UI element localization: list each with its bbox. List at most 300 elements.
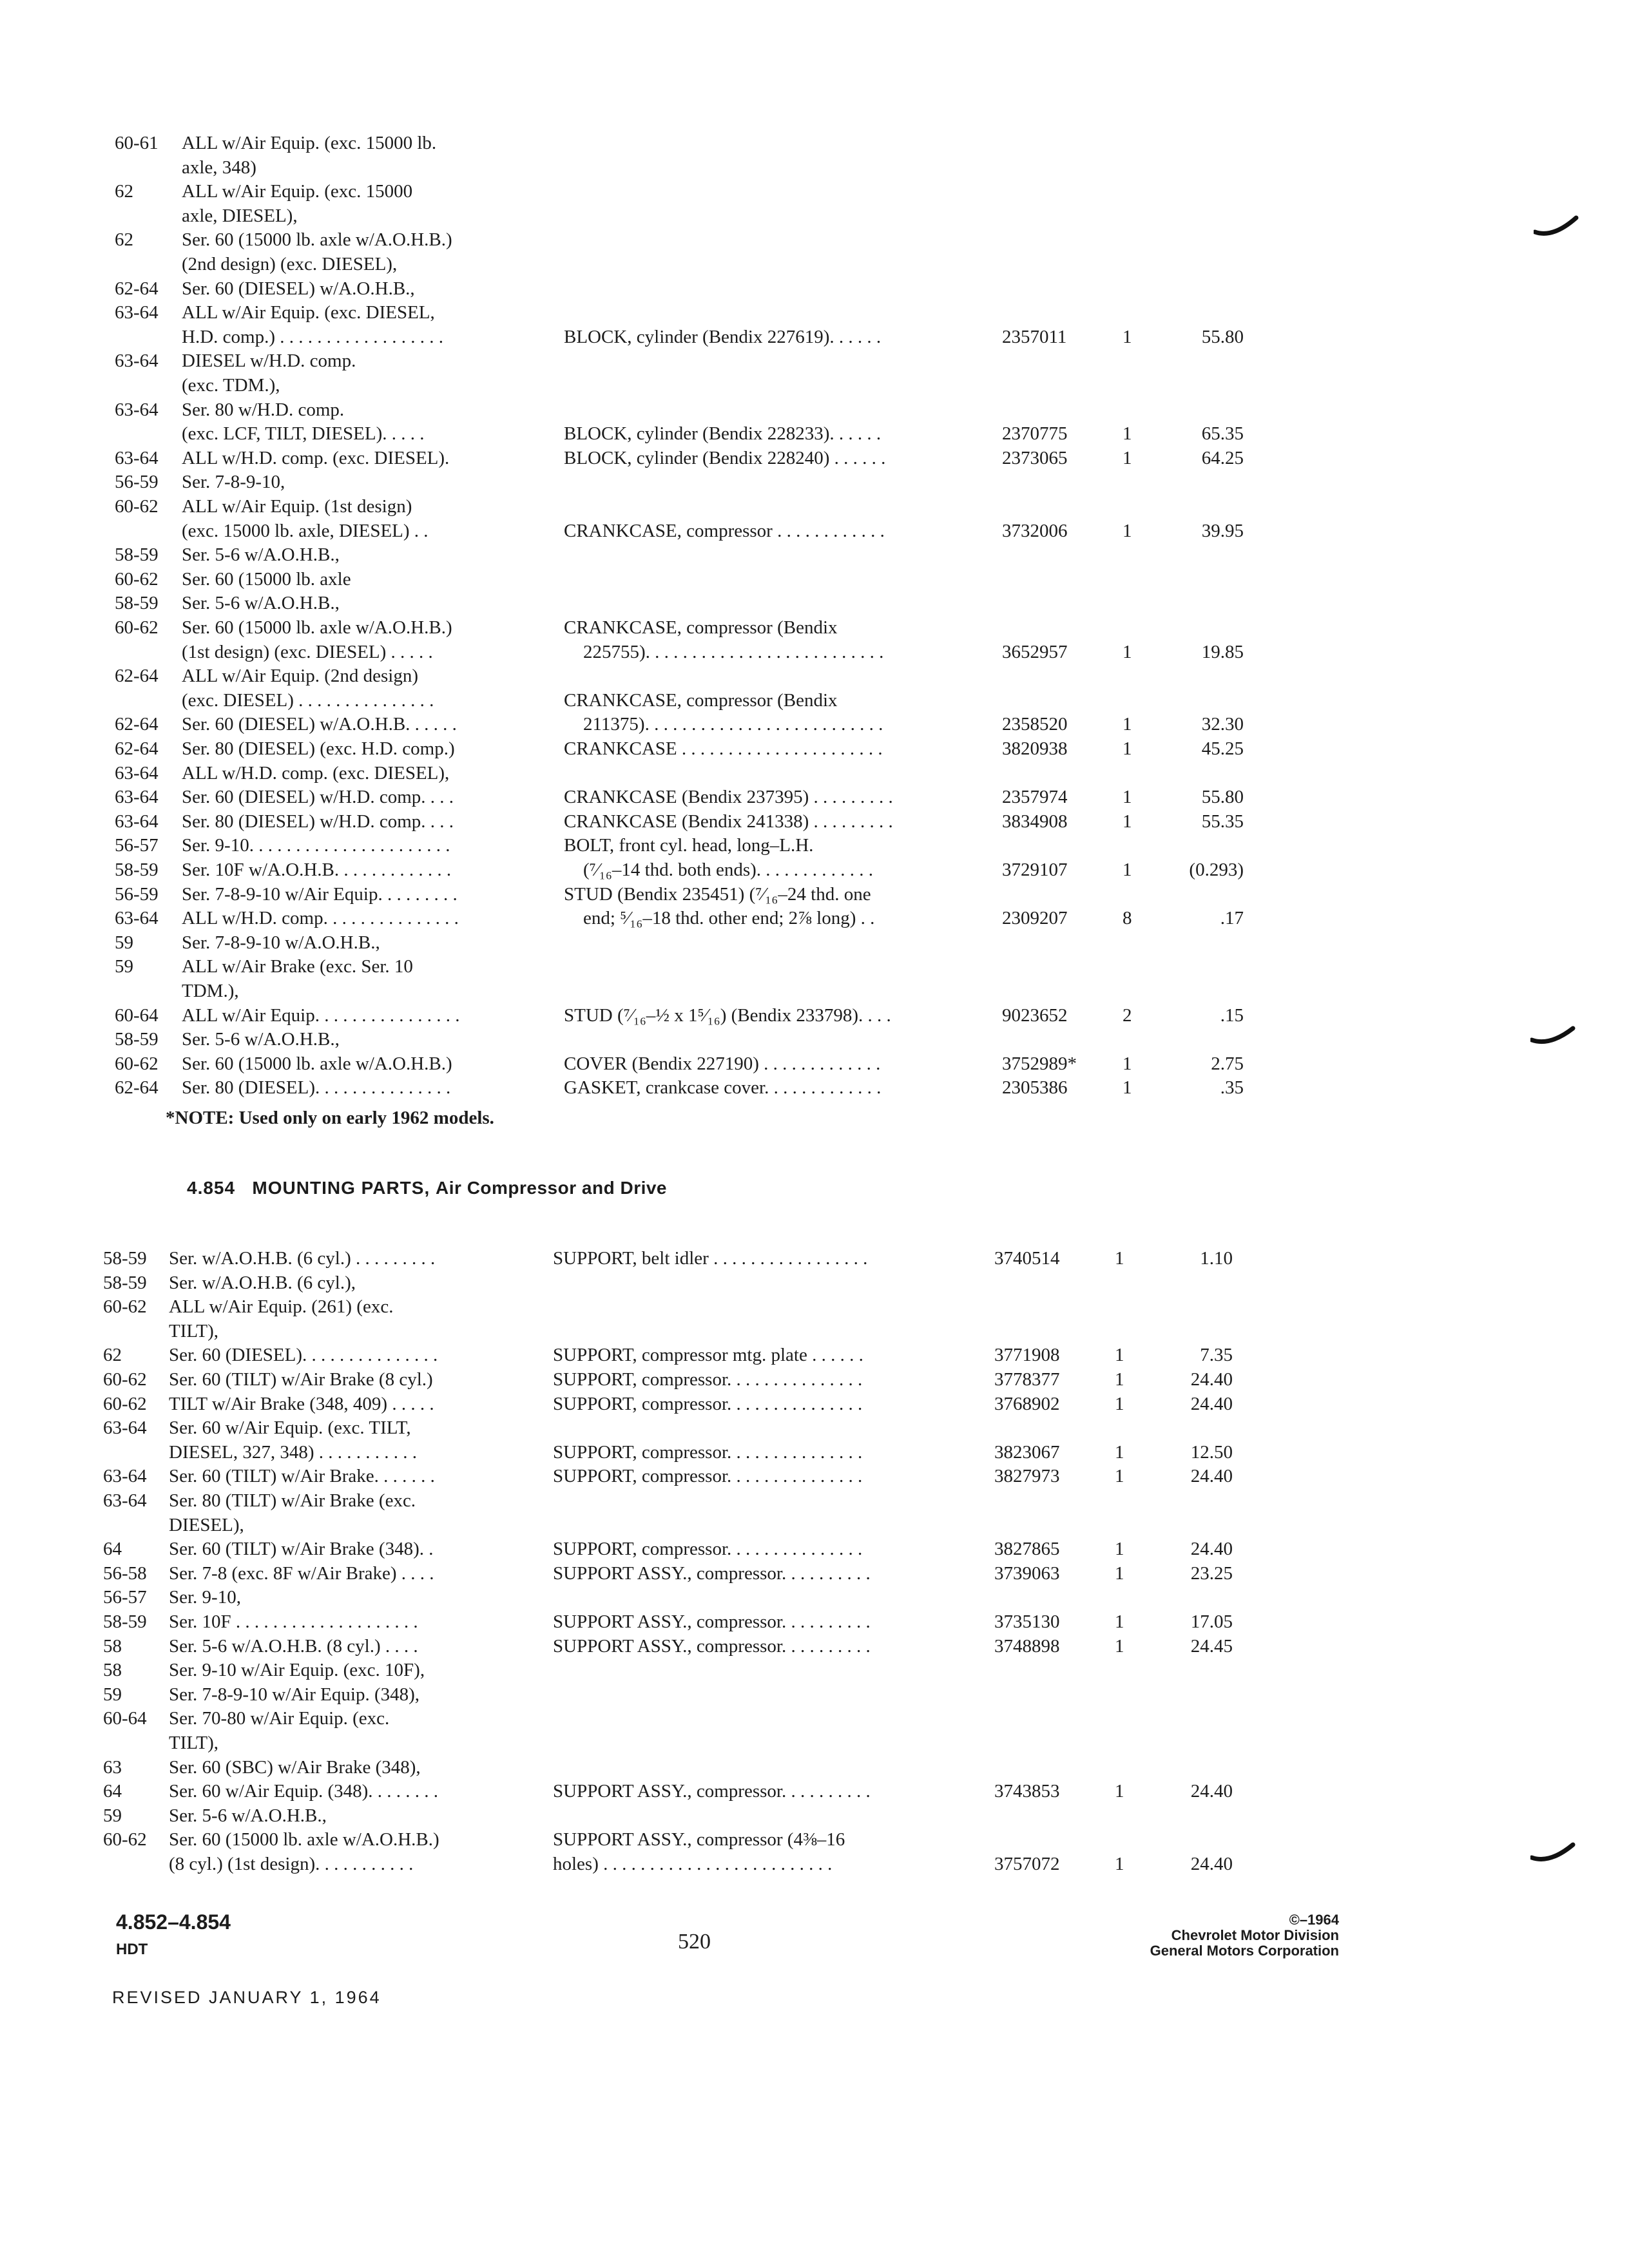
row-description: 211375). . . . . . . . . . . . . . . . . . . . . . . . . . [583, 714, 883, 735]
table-row [0, 1489, 1629, 1515]
row-year: 60-62 [103, 1296, 147, 1318]
row-part-number: 2370775 [1002, 423, 1068, 445]
row-application: Ser. 60 (TILT) w/Air Brake (8 cyl.) [169, 1369, 433, 1390]
row-description: CRANKCASE, compressor (Bendix [564, 689, 838, 711]
row-quantity: 1 [1115, 1562, 1124, 1584]
table-row [0, 907, 1629, 932]
row-price: 2.75 [1211, 1053, 1244, 1074]
row-year: 60-64 [103, 1708, 147, 1729]
row-year: 59 [103, 1805, 122, 1826]
row-description: BLOCK, cylinder (Bendix 228233). . . . . . [564, 423, 882, 445]
table-row [0, 204, 1629, 230]
row-quantity: 1 [1115, 1611, 1124, 1632]
row-part-number: 3739063 [994, 1562, 1060, 1584]
row-year: 58-59 [115, 860, 159, 880]
row-price: 65.35 [1201, 423, 1244, 445]
row-part-number: 3743853 [994, 1781, 1060, 1802]
table-row [0, 447, 1629, 472]
row-description: holes) . . . . . . . . . . . . . . . . . . . . . . . . . [553, 1854, 833, 1874]
table-row [0, 1247, 1629, 1273]
row-year: 62-64 [115, 1077, 159, 1099]
row-year: 63-64 [115, 908, 159, 929]
row-description: STUD (⁷⁄₁₆–½ x 1⁵⁄₁₆) (Bendix 233798). . . . [564, 1004, 891, 1026]
row-year: 60-62 [103, 1369, 147, 1390]
row-description: CRANKCASE, compressor (Bendix [564, 617, 838, 638]
row-application: Ser. 80 w/H.D. comp. [182, 399, 345, 420]
row-year: 56-59 [115, 883, 159, 905]
table-row [0, 1780, 1629, 1805]
table-row [0, 883, 1629, 908]
row-part-number: 3652957 [1002, 641, 1068, 662]
row-part-number: 3827973 [994, 1466, 1060, 1487]
row-description: end; ⁵⁄₁₆–18 thd. other end; 2⅞ long) . . [583, 908, 875, 929]
row-quantity: 1 [1123, 326, 1132, 347]
row-part-number: 3771908 [994, 1345, 1060, 1366]
row-year: 60-62 [115, 1053, 159, 1074]
table-row [0, 1804, 1629, 1830]
row-application: (2nd design) (exc. DIESEL), [182, 254, 398, 274]
table-row [0, 1295, 1629, 1321]
row-price: 17.05 [1190, 1611, 1233, 1632]
section-title: MOUNTING PARTS, [252, 1178, 430, 1198]
row-price: 24.40 [1190, 1854, 1233, 1874]
row-price: 19.85 [1201, 641, 1244, 662]
row-application: Ser. 10F w/A.O.H.B. . . . . . . . . . . . . [182, 860, 452, 880]
table-row [0, 253, 1629, 278]
row-year: 63-64 [115, 811, 159, 832]
row-year: 62-64 [115, 278, 159, 299]
row-application: axle, DIESEL), [182, 205, 298, 226]
row-part-number: 9023652 [1002, 1004, 1068, 1026]
row-application: ALL w/Air Brake (exc. Ser. 10 [182, 956, 413, 977]
row-year: 62 [115, 229, 133, 251]
row-description: SUPPORT, compressor. . . . . . . . . . . . . . . [553, 1441, 863, 1463]
row-year: 60-62 [115, 617, 159, 638]
row-price: 24.45 [1190, 1635, 1233, 1657]
row-application: Ser. 60 w/Air Equip. (exc. TILT, [169, 1418, 411, 1439]
row-quantity: 1 [1115, 1781, 1124, 1802]
row-application: axle, 348) [182, 157, 256, 178]
table-row [0, 664, 1629, 690]
row-price: .17 [1220, 908, 1244, 929]
table-row [0, 1076, 1629, 1102]
table-row [0, 301, 1629, 327]
table-row [0, 1683, 1629, 1709]
row-application: (exc. LCF, TILT, DIESEL). . . . . [182, 423, 425, 445]
row-application: Ser. 60 (DIESEL) w/A.O.H.B., [182, 278, 415, 299]
row-year: 56-57 [103, 1587, 147, 1608]
row-description: BLOCK, cylinder (Bendix 227619). . . . . . [564, 326, 882, 347]
table-row [0, 495, 1629, 521]
row-year: 59 [115, 932, 133, 953]
row-year: 64 [103, 1781, 122, 1802]
row-description: STUD (Bendix 235451) (⁷⁄₁₆–24 thd. one [564, 883, 871, 905]
row-year: 60-62 [103, 1829, 147, 1850]
table-row [0, 810, 1629, 836]
row-price: 24.40 [1190, 1369, 1233, 1390]
table-row [0, 1052, 1629, 1078]
row-application: ALL w/Air Equip. (2nd design) [182, 666, 419, 687]
table-row [0, 1441, 1629, 1466]
row-application: H.D. comp.) . . . . . . . . . . . . . . . . . . [182, 326, 443, 347]
row-application: Ser. 80 (DIESEL) (exc. H.D. comp.) [182, 738, 455, 759]
row-year: 63 [103, 1756, 122, 1778]
row-part-number: 3823067 [994, 1441, 1060, 1463]
row-price: 7.35 [1200, 1345, 1233, 1366]
row-quantity: 1 [1115, 1635, 1124, 1657]
table-row [0, 858, 1629, 884]
table-row [0, 568, 1629, 593]
row-price: 24.40 [1190, 1466, 1233, 1487]
row-quantity: 1 [1115, 1248, 1124, 1269]
row-application: ALL w/H.D. comp. (exc. DIESEL). [182, 447, 450, 468]
copyright-block [1150, 1912, 1339, 1959]
row-application: Ser. 7-8-9-10, [182, 472, 285, 493]
row-application: (exc. 15000 lb. axle, DIESEL) . . [182, 520, 429, 541]
row-year: 62 [115, 181, 133, 202]
row-part-number: 3752989* [1002, 1053, 1077, 1074]
table-row [0, 834, 1629, 860]
row-part-number: 3735130 [994, 1611, 1060, 1632]
row-year: 58 [103, 1660, 122, 1681]
row-year: 59 [103, 1684, 122, 1705]
page-number: 520 [678, 1930, 711, 1954]
row-quantity: 1 [1123, 641, 1132, 662]
row-description: CRANKCASE (Bendix 237395) . . . . . . . . . [564, 787, 893, 808]
row-year: 58-59 [115, 1029, 159, 1050]
row-price: 12.50 [1190, 1441, 1233, 1463]
row-price: 24.40 [1190, 1781, 1233, 1802]
row-application: Ser. 60 (15000 lb. axle w/A.O.H.B.) [169, 1829, 439, 1850]
row-year: 58-59 [115, 593, 159, 614]
row-quantity: 1 [1123, 714, 1132, 735]
row-year: 60-62 [115, 496, 159, 517]
table-row [0, 1368, 1629, 1394]
row-part-number: 3768902 [994, 1393, 1060, 1414]
row-part-number: 2309207 [1002, 908, 1068, 929]
row-part-number: 3740514 [994, 1248, 1060, 1269]
row-application: (8 cyl.) (1st design). . . . . . . . . . . [169, 1854, 414, 1874]
table-row [0, 955, 1629, 981]
table-row [0, 979, 1629, 1005]
row-year: 63-64 [115, 447, 159, 468]
table-row [0, 1320, 1629, 1345]
row-application: Ser. 60 (TILT) w/Air Brake (348). . [169, 1539, 434, 1560]
row-quantity: 1 [1123, 738, 1132, 759]
row-year: 58-59 [115, 544, 159, 566]
row-description: BOLT, front cyl. head, long–L.H. [564, 835, 814, 856]
copyright-year: ©–1964 [1289, 1912, 1339, 1928]
row-year: 58-59 [103, 1611, 147, 1632]
table-row [0, 1756, 1629, 1782]
row-application: Ser. 7-8-9-10 w/Air Equip. . . . . . . . . [182, 883, 458, 905]
row-quantity: 1 [1123, 811, 1132, 832]
row-description: GASKET, crankcase cover. . . . . . . . . . . . . [564, 1077, 882, 1099]
row-application: Ser. 70-80 w/Air Equip. (exc. [169, 1708, 390, 1729]
row-description: SUPPORT ASSY., compressor (4⅜–16 [553, 1829, 845, 1850]
row-part-number: 3757072 [994, 1854, 1060, 1874]
row-application: Ser. 5-6 w/A.O.H.B., [182, 1029, 340, 1050]
row-description: SUPPORT ASSY., compressor. . . . . . . . . . [553, 1781, 871, 1802]
row-application: (exc. DIESEL) . . . . . . . . . . . . . . . [182, 689, 434, 711]
row-part-number: 2357011 [1002, 326, 1067, 347]
row-year: 60-62 [115, 568, 159, 590]
row-quantity: 1 [1115, 1369, 1124, 1390]
row-year: 60-62 [103, 1393, 147, 1414]
row-application: ALL w/Air Equip. (261) (exc. [169, 1296, 394, 1318]
row-description: SUPPORT, compressor. . . . . . . . . . . . . . . [553, 1393, 863, 1414]
table-row [0, 591, 1629, 617]
table-row [0, 762, 1629, 787]
row-application: Ser. 60 (DIESEL). . . . . . . . . . . . . . . [169, 1345, 438, 1366]
row-price: 55.35 [1201, 811, 1244, 832]
table-row [0, 349, 1629, 375]
row-year: 63-64 [103, 1466, 147, 1487]
row-price: (0.293) [1189, 860, 1244, 880]
row-year: 59 [115, 956, 133, 977]
binder-hole-mark-icon [1530, 1840, 1576, 1865]
row-application: Ser. 60 (15000 lb. axle [182, 568, 351, 590]
row-application: Ser. 80 (DIESEL) w/H.D. comp. . . . [182, 811, 454, 832]
row-part-number: 3778377 [994, 1369, 1060, 1390]
row-application: (exc. TDM.), [182, 375, 280, 396]
row-application: ALL w/Air Equip. (1st design) [182, 496, 412, 517]
row-year: 63-64 [115, 351, 159, 372]
row-part-number: 2373065 [1002, 447, 1068, 468]
section-number: 4.854 [187, 1178, 236, 1198]
table-row [0, 737, 1629, 763]
row-price: 55.80 [1201, 326, 1244, 347]
row-application: Ser. 60 (DIESEL) w/H.D. comp. . . . [182, 787, 454, 808]
table-row [0, 1610, 1629, 1636]
row-application: TDM.), [182, 981, 239, 1001]
table-row [0, 422, 1629, 448]
row-application: DIESEL), [169, 1514, 244, 1535]
row-price: 24.40 [1190, 1393, 1233, 1414]
row-application: Ser. 60 (TILT) w/Air Brake. . . . . . . [169, 1466, 435, 1487]
row-quantity: 1 [1123, 787, 1132, 808]
row-price: 45.25 [1201, 738, 1244, 759]
row-application: ALL w/Air Equip. (exc. DIESEL, [182, 302, 435, 323]
section-subtitle: Air Compressor and Drive [436, 1178, 668, 1198]
row-description: SUPPORT ASSY., compressor. . . . . . . . . . [553, 1635, 871, 1657]
row-application: Ser. 9-10, [169, 1587, 241, 1608]
row-year: 63-64 [103, 1418, 147, 1439]
section-heading [187, 1178, 667, 1198]
row-price: .15 [1220, 1004, 1244, 1026]
row-year: 63-64 [115, 302, 159, 323]
row-year: 62-64 [115, 714, 159, 735]
row-description: SUPPORT ASSY., compressor. . . . . . . . . . [553, 1562, 871, 1584]
row-quantity: 2 [1123, 1004, 1132, 1026]
row-application: ALL w/H.D. comp. (exc. DIESEL), [182, 762, 450, 783]
row-year: 62-64 [115, 738, 159, 759]
row-description: (⁷⁄₁₆–14 thd. both ends). . . . . . . . . . . . . [583, 860, 874, 880]
row-application: (1st design) (exc. DIESEL) . . . . . [182, 641, 433, 662]
table-row [0, 398, 1629, 424]
table-row [0, 1271, 1629, 1297]
table-row [0, 1537, 1629, 1563]
row-application: ALL w/Air Equip. (exc. 15000 lb. [182, 133, 437, 153]
row-application: Ser. 80 (DIESEL). . . . . . . . . . . . . . . [182, 1077, 451, 1099]
table-row [0, 1658, 1629, 1684]
row-application: Ser. 7-8 (exc. 8F w/Air Brake) . . . . [169, 1562, 434, 1584]
copyright-division: Chevrolet Motor Division [1171, 1927, 1339, 1943]
row-application: Ser. 7-8-9-10 w/Air Equip. (348), [169, 1684, 420, 1705]
row-application: Ser. w/A.O.H.B. (6 cyl.), [169, 1272, 356, 1293]
revision-date: REVISED JANUARY 1, 1964 [112, 1988, 381, 2007]
row-description: SUPPORT, compressor. . . . . . . . . . . . . . . [553, 1369, 863, 1390]
row-application: Ser. 5-6 w/A.O.H.B., [182, 544, 340, 566]
table-row [0, 1731, 1629, 1757]
row-quantity: 1 [1115, 1854, 1124, 1874]
row-quantity: 1 [1123, 520, 1132, 541]
row-quantity: 1 [1115, 1345, 1124, 1366]
row-application: Ser. 60 (SBC) w/Air Brake (348), [169, 1756, 421, 1778]
table-row [0, 470, 1629, 496]
row-year: 62 [103, 1345, 122, 1366]
row-year: 64 [103, 1539, 122, 1560]
row-application: Ser. 60 (15000 lb. axle w/A.O.H.B.) [182, 1053, 452, 1074]
table-row [0, 785, 1629, 811]
row-year: 56-59 [115, 472, 159, 493]
table-row [0, 1392, 1629, 1418]
row-description: SUPPORT ASSY., compressor. . . . . . . . . . [553, 1611, 871, 1632]
row-year: 60-64 [115, 1004, 159, 1026]
row-application: Ser. w/A.O.H.B. (6 cyl.) . . . . . . . . . [169, 1248, 436, 1269]
row-description: SUPPORT, belt idler . . . . . . . . . . . . . . . . . [553, 1248, 868, 1269]
table-row [0, 1635, 1629, 1660]
row-year: 63-64 [115, 762, 159, 783]
row-price: 55.80 [1201, 787, 1244, 808]
row-price: 39.95 [1201, 520, 1244, 541]
row-quantity: 1 [1123, 423, 1132, 445]
row-part-number: 2357974 [1002, 787, 1068, 808]
row-application: Ser. 60 (15000 lb. axle w/A.O.H.B.) [182, 617, 452, 638]
row-price: .35 [1220, 1077, 1244, 1099]
row-part-number: 3827865 [994, 1539, 1060, 1560]
row-application: Ser. 5-6 w/A.O.H.B., [169, 1805, 327, 1826]
row-quantity: 1 [1123, 860, 1132, 880]
row-application: Ser. 9-10 w/Air Equip. (exc. 10F), [169, 1660, 425, 1681]
row-application: ALL w/Air Equip. (exc. 15000 [182, 181, 413, 202]
row-year: 63-64 [115, 399, 159, 420]
row-part-number: 3748898 [994, 1635, 1060, 1657]
row-application: ALL w/Air Equip. . . . . . . . . . . . . . . . [182, 1004, 460, 1026]
row-price: 1.10 [1200, 1248, 1233, 1269]
row-description: 225755). . . . . . . . . . . . . . . . . . . . . . . . . . [583, 641, 884, 662]
footer-manual-code: HDT [116, 1941, 148, 1958]
copyright-corporation: General Motors Corporation [1150, 1943, 1339, 1959]
footnote: *NOTE: Used only on early 1962 models. [166, 1108, 494, 1128]
row-description: CRANKCASE . . . . . . . . . . . . . . . . . . . . . . [564, 738, 883, 759]
table-row [0, 180, 1629, 206]
row-year: 58-59 [103, 1272, 147, 1293]
row-application: Ser. 5-6 w/A.O.H.B., [182, 593, 340, 614]
row-year: 56-57 [115, 835, 159, 856]
row-part-number: 3732006 [1002, 520, 1068, 541]
row-description: CRANKCASE, compressor . . . . . . . . . . . . [564, 520, 885, 541]
row-quantity: 1 [1115, 1441, 1124, 1463]
footer-section-range: 4.852–4.854 [116, 1910, 231, 1934]
row-application: TILT w/Air Brake (348, 409) . . . . . [169, 1393, 434, 1414]
table-row [0, 1465, 1629, 1490]
binder-hole-mark-icon [1530, 1024, 1576, 1050]
row-year: 60-61 [115, 133, 159, 153]
row-application: Ser. 60 (DIESEL) w/A.O.H.B. . . . . . [182, 714, 457, 735]
table-row [0, 1586, 1629, 1611]
row-description: COVER (Bendix 227190) . . . . . . . . . . . . . [564, 1053, 881, 1074]
table-row [0, 374, 1629, 399]
row-quantity: 1 [1123, 447, 1132, 468]
row-quantity: 8 [1123, 908, 1132, 929]
row-part-number: 2305386 [1002, 1077, 1068, 1099]
row-description: SUPPORT, compressor mtg. plate . . . . . . [553, 1345, 863, 1366]
row-description: BLOCK, cylinder (Bendix 228240) . . . . . . [564, 447, 886, 468]
table-row [0, 1852, 1629, 1878]
row-application: DIESEL, 327, 348) . . . . . . . . . . . [169, 1441, 418, 1463]
table-row [0, 156, 1629, 182]
table-row [0, 519, 1629, 545]
row-year: 63-64 [115, 787, 159, 808]
row-application: Ser. 60 w/Air Equip. (348). . . . . . . . [169, 1781, 439, 1802]
row-description: CRANKCASE (Bendix 241338) . . . . . . . . . [564, 811, 893, 832]
row-year: 62-64 [115, 666, 159, 687]
row-application: DIESEL w/H.D. comp. [182, 351, 356, 372]
table-row [0, 931, 1629, 957]
table-row [0, 543, 1629, 569]
row-application: TILT), [169, 1733, 219, 1753]
row-description: SUPPORT, compressor. . . . . . . . . . . . . . . [553, 1539, 863, 1560]
row-quantity: 1 [1115, 1393, 1124, 1414]
row-application: Ser. 60 (15000 lb. axle w/A.O.H.B.) [182, 229, 452, 251]
table-row [0, 1514, 1629, 1539]
row-application: Ser. 9-10. . . . . . . . . . . . . . . . . . . . . . [182, 835, 450, 856]
table-row [0, 1004, 1629, 1030]
table-row [0, 616, 1629, 642]
table-row [0, 277, 1629, 303]
table-row [0, 1343, 1629, 1369]
table-row [0, 1416, 1629, 1442]
row-price: 64.25 [1201, 447, 1244, 468]
table-row [0, 1828, 1629, 1854]
row-description: SUPPORT, compressor. . . . . . . . . . . . . . . [553, 1466, 863, 1487]
table-row [0, 1707, 1629, 1733]
binder-hole-mark-icon [1534, 213, 1579, 238]
row-quantity: 1 [1115, 1539, 1124, 1560]
row-application: Ser. 80 (TILT) w/Air Brake (exc. [169, 1490, 416, 1511]
row-application: Ser. 7-8-9-10 w/A.O.H.B., [182, 932, 380, 953]
table-row [0, 640, 1629, 666]
row-application: Ser. 10F . . . . . . . . . . . . . . . . . . . . [169, 1611, 418, 1632]
table-row [0, 1562, 1629, 1588]
row-application: ALL w/H.D. comp. . . . . . . . . . . . . . . [182, 908, 459, 929]
row-quantity: 1 [1123, 1053, 1132, 1074]
table-row [0, 228, 1629, 254]
table-row [0, 325, 1629, 351]
row-part-number: 3729107 [1002, 860, 1068, 880]
table-row [0, 1028, 1629, 1053]
row-year: 58-59 [103, 1248, 147, 1269]
row-price: 23.25 [1190, 1562, 1233, 1584]
row-price: 24.40 [1190, 1539, 1233, 1560]
row-quantity: 1 [1123, 1077, 1132, 1099]
table-row [0, 713, 1629, 738]
table-row [0, 689, 1629, 715]
row-year: 56-58 [103, 1562, 147, 1584]
table-row [0, 131, 1629, 157]
row-year: 63-64 [103, 1490, 147, 1511]
